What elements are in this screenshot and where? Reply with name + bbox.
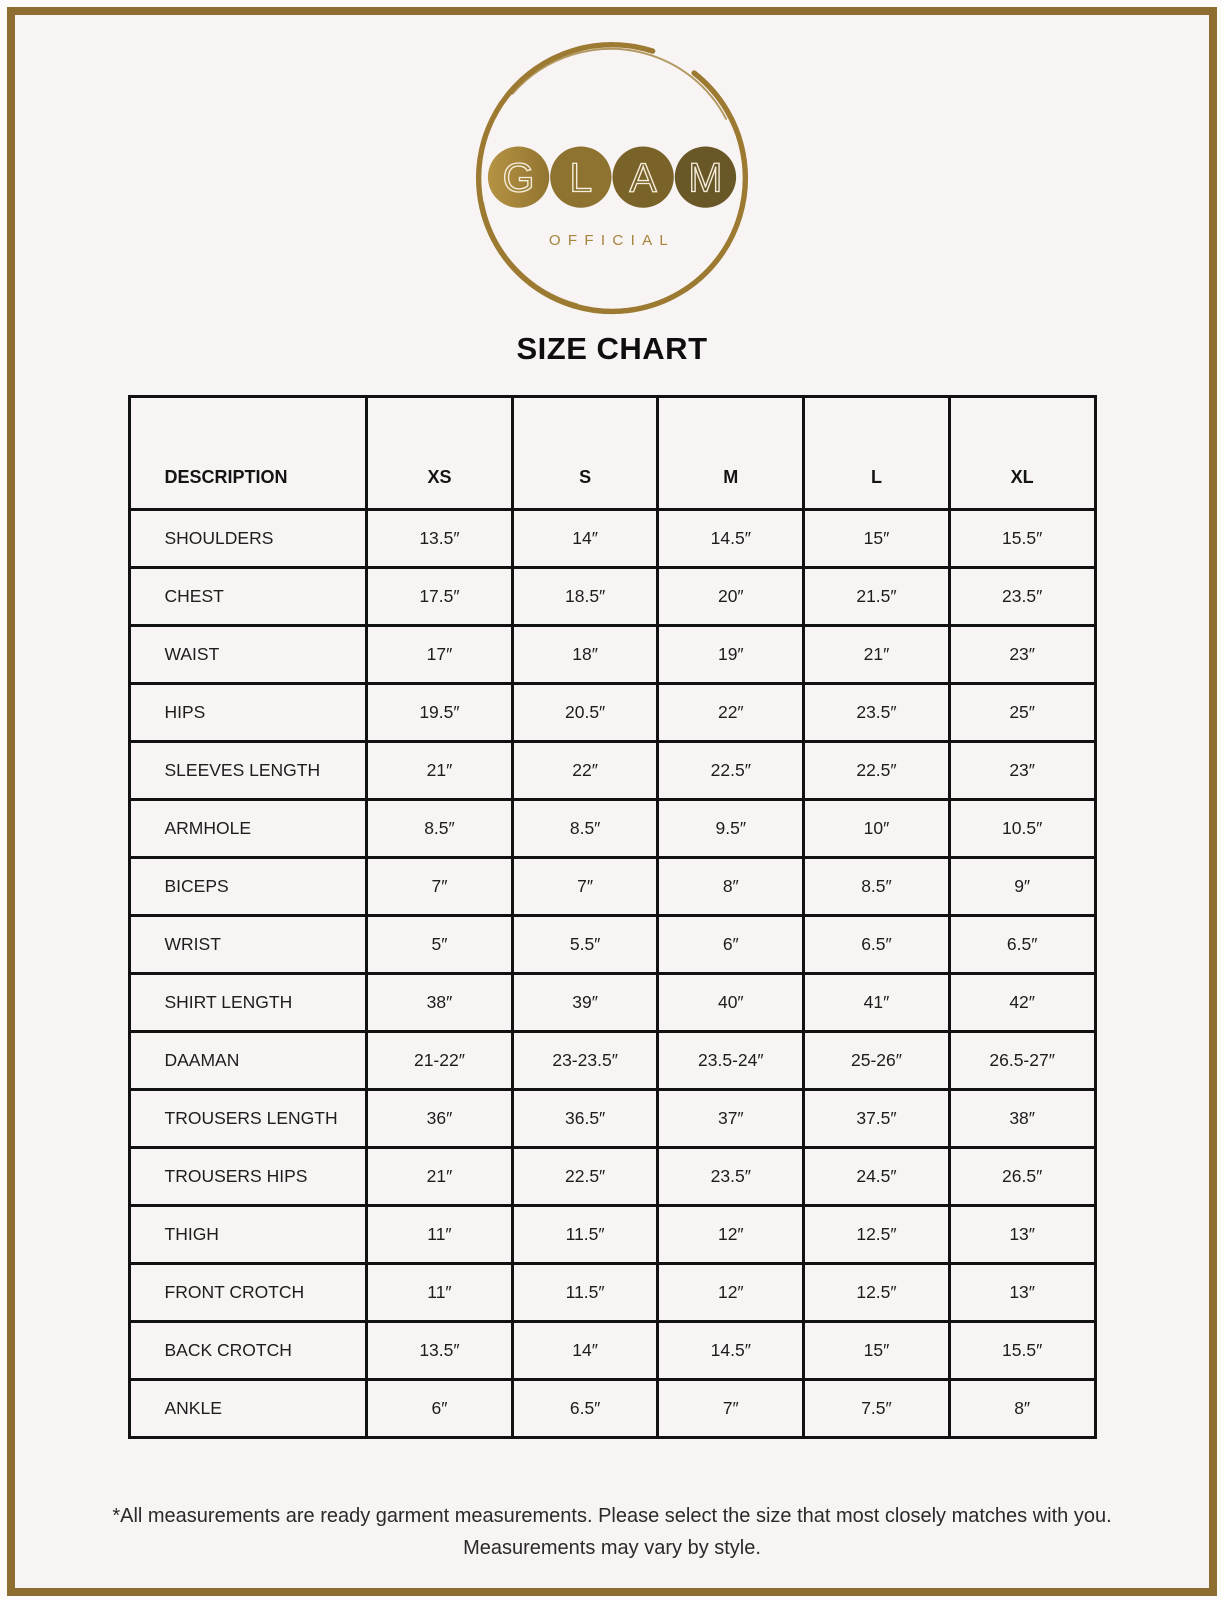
column-header-l: L	[804, 397, 950, 510]
size-value-cell: 5″	[367, 916, 513, 974]
size-value-cell: 36″	[367, 1090, 513, 1148]
size-value-cell: 9.5″	[658, 800, 804, 858]
size-value-cell: 6″	[658, 916, 804, 974]
measurement-note	[15, 1501, 1209, 1564]
size-value-cell: 23-23.5″	[512, 1032, 658, 1090]
size-value-cell: 21″	[804, 626, 950, 684]
size-value-cell: 7.5″	[804, 1380, 950, 1438]
size-value-cell: 38″	[367, 974, 513, 1032]
size-value-cell: 22.5″	[512, 1148, 658, 1206]
size-value-cell: 10.5″	[949, 800, 1095, 858]
size-value-cell: 41″	[804, 974, 950, 1032]
size-value-cell: 37″	[658, 1090, 804, 1148]
size-value-cell: 12.5″	[804, 1264, 950, 1322]
size-value-cell: 6.5″	[949, 916, 1095, 974]
size-value-cell: 23.5″	[949, 568, 1095, 626]
size-value-cell: 7″	[367, 858, 513, 916]
size-value-cell: 38″	[949, 1090, 1095, 1148]
size-value-cell: 8.5″	[512, 800, 658, 858]
size-value-cell: 11.5″	[512, 1264, 658, 1322]
size-value-cell: 14.5″	[658, 1322, 804, 1380]
size-value-cell: 18.5″	[512, 568, 658, 626]
size-value-cell: 7″	[658, 1380, 804, 1438]
size-value-cell: 15″	[804, 510, 950, 568]
row-label: TROUSERS HIPS	[129, 1148, 367, 1206]
logo-letter-a: A	[629, 154, 657, 201]
size-value-cell: 11″	[367, 1264, 513, 1322]
size-value-cell: 22.5″	[658, 742, 804, 800]
size-value-cell: 6.5″	[804, 916, 950, 974]
size-chart-container	[128, 395, 1097, 1439]
size-value-cell: 12.5″	[804, 1206, 950, 1264]
size-value-cell: 6″	[367, 1380, 513, 1438]
size-value-cell: 22.5″	[804, 742, 950, 800]
row-label: ARMHOLE	[129, 800, 367, 858]
size-value-cell: 22″	[512, 742, 658, 800]
table-row	[129, 974, 1095, 1032]
table-row	[129, 742, 1095, 800]
size-value-cell: 19″	[658, 626, 804, 684]
table-row	[129, 1032, 1095, 1090]
size-value-cell: 13″	[949, 1264, 1095, 1322]
size-value-cell: 15.5″	[949, 510, 1095, 568]
size-value-cell: 14″	[512, 510, 658, 568]
size-value-cell: 14.5″	[658, 510, 804, 568]
row-label: WAIST	[129, 626, 367, 684]
measurement-note-line2: Measurements may vary by style.	[463, 1536, 761, 1559]
table-row	[129, 1090, 1095, 1148]
size-value-cell: 36.5″	[512, 1090, 658, 1148]
row-label: SHIRT LENGTH	[129, 974, 367, 1032]
size-value-cell: 15″	[804, 1322, 950, 1380]
table-row	[129, 1148, 1095, 1206]
row-label: DAAMAN	[129, 1032, 367, 1090]
size-value-cell: 22″	[658, 684, 804, 742]
size-value-cell: 25″	[949, 684, 1095, 742]
size-value-cell: 13.5″	[367, 1322, 513, 1380]
page-title: SIZE CHART	[516, 331, 708, 366]
size-value-cell: 8.5″	[804, 858, 950, 916]
page-frame	[7, 7, 1217, 1596]
table-row	[129, 800, 1095, 858]
table-row	[129, 1380, 1095, 1438]
size-value-cell: 15.5″	[949, 1322, 1095, 1380]
size-value-cell: 17.5″	[367, 568, 513, 626]
row-label: FRONT CROTCH	[129, 1264, 367, 1322]
table-header-row	[129, 397, 1095, 510]
size-value-cell: 10″	[804, 800, 950, 858]
size-value-cell: 6.5″	[512, 1380, 658, 1438]
size-value-cell: 42″	[949, 974, 1095, 1032]
table-row	[129, 1206, 1095, 1264]
size-value-cell: 7″	[512, 858, 658, 916]
size-value-cell: 13.5″	[367, 510, 513, 568]
size-value-cell: 20″	[658, 568, 804, 626]
size-value-cell: 18″	[512, 626, 658, 684]
size-value-cell: 14″	[512, 1322, 658, 1380]
row-label: SHOULDERS	[129, 510, 367, 568]
size-value-cell: 26.5-27″	[949, 1032, 1095, 1090]
size-value-cell: 5.5″	[512, 916, 658, 974]
row-label: HIPS	[129, 684, 367, 742]
size-value-cell: 13″	[949, 1206, 1095, 1264]
row-label: BACK CROTCH	[129, 1322, 367, 1380]
row-label: THIGH	[129, 1206, 367, 1264]
table-row	[129, 684, 1095, 742]
size-value-cell: 9″	[949, 858, 1095, 916]
size-value-cell: 19.5″	[367, 684, 513, 742]
size-value-cell: 23.5″	[804, 684, 950, 742]
row-label: ANKLE	[129, 1380, 367, 1438]
size-value-cell: 11″	[367, 1206, 513, 1264]
column-header-description: DESCRIPTION	[129, 397, 367, 510]
column-header-xs: XS	[367, 397, 513, 510]
size-value-cell: 11.5″	[512, 1206, 658, 1264]
size-value-cell: 20.5″	[512, 684, 658, 742]
row-label: SLEEVES LENGTH	[129, 742, 367, 800]
table-row	[129, 1264, 1095, 1322]
size-value-cell: 21″	[367, 742, 513, 800]
size-value-cell: 21″	[367, 1148, 513, 1206]
logo-letter-l: L	[569, 154, 593, 201]
size-value-cell: 39″	[512, 974, 658, 1032]
table-row	[129, 858, 1095, 916]
size-value-cell: 8″	[949, 1380, 1095, 1438]
table-row	[129, 510, 1095, 568]
measurement-note-line1: *All measurements are ready garment measurements. Please select the size that most closely matches with you.	[112, 1505, 1112, 1527]
size-value-cell: 24.5″	[804, 1148, 950, 1206]
column-header-s: S	[512, 397, 658, 510]
size-value-cell: 37.5″	[804, 1090, 950, 1148]
size-chart-table	[128, 395, 1097, 1439]
size-value-cell: 17″	[367, 626, 513, 684]
size-value-cell: 40″	[658, 974, 804, 1032]
size-table-body	[129, 510, 1095, 1438]
row-label: WRIST	[129, 916, 367, 974]
logo-letter-g: G	[502, 154, 535, 201]
logo-subtitle: OFFICIAL	[548, 232, 676, 250]
size-value-cell: 23″	[949, 742, 1095, 800]
size-value-cell: 26.5″	[949, 1148, 1095, 1206]
table-row	[129, 1322, 1095, 1380]
table-row	[129, 568, 1095, 626]
size-value-cell: 21-22″	[367, 1032, 513, 1090]
column-header-m: M	[658, 397, 804, 510]
logo-letter-m: M	[688, 154, 723, 201]
table-row	[129, 626, 1095, 684]
row-label: TROUSERS LENGTH	[129, 1090, 367, 1148]
size-value-cell: 12″	[658, 1206, 804, 1264]
glam-logo-icon	[466, 35, 758, 327]
brand-logo	[466, 35, 758, 327]
row-label: CHEST	[129, 568, 367, 626]
size-value-cell: 21.5″	[804, 568, 950, 626]
size-value-cell: 23.5-24″	[658, 1032, 804, 1090]
row-label: BICEPS	[129, 858, 367, 916]
size-value-cell: 23.5″	[658, 1148, 804, 1206]
column-header-xl: XL	[949, 397, 1095, 510]
size-value-cell: 8.5″	[367, 800, 513, 858]
size-value-cell: 23″	[949, 626, 1095, 684]
table-row	[129, 916, 1095, 974]
size-value-cell: 25-26″	[804, 1032, 950, 1090]
size-value-cell: 12″	[658, 1264, 804, 1322]
size-value-cell: 8″	[658, 858, 804, 916]
